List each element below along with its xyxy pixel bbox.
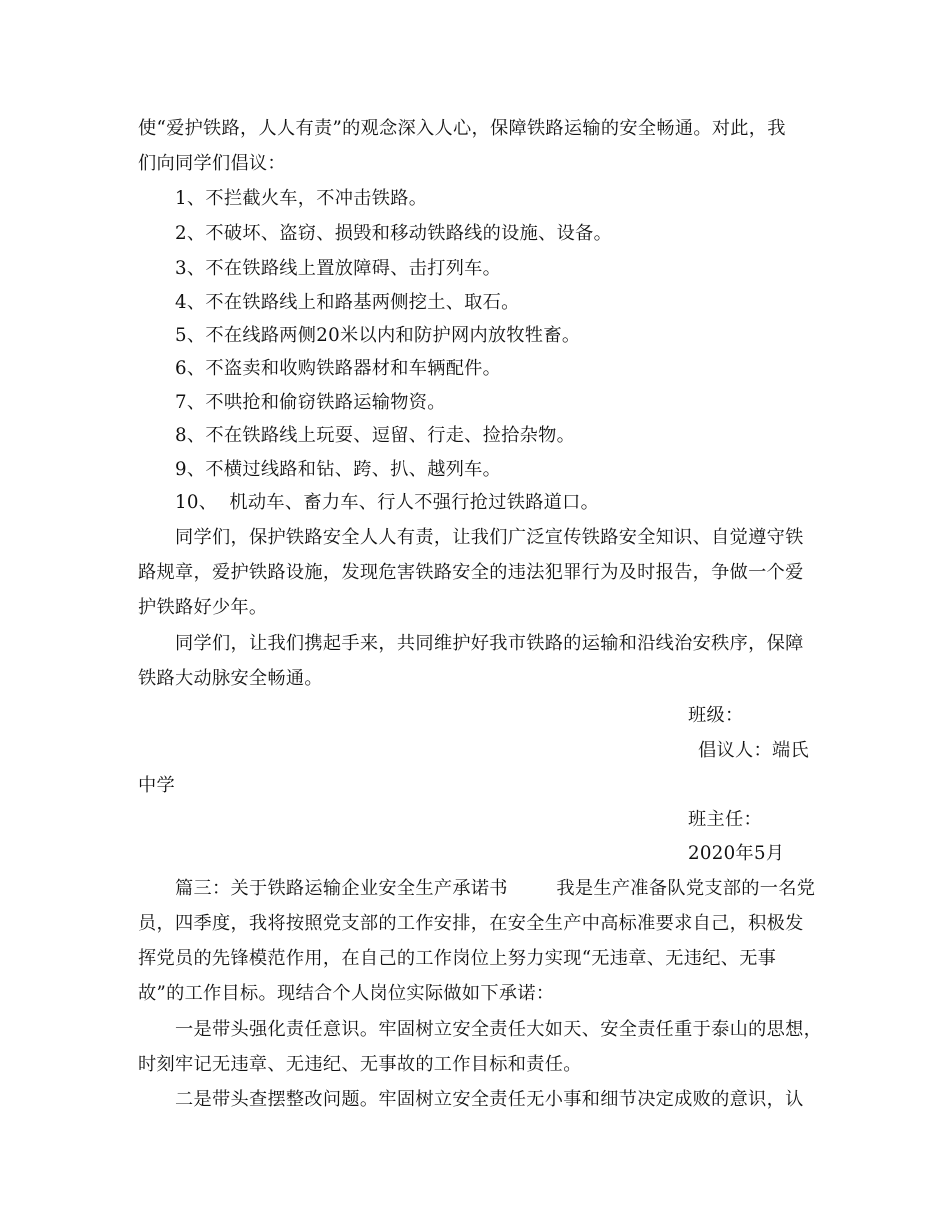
signature-class: 班级： — [688, 705, 744, 726]
list-item-4: 4、不在铁路线上和路基两侧挖土、取石。 — [175, 292, 520, 313]
commitment-1-line-1: 一是带头强化责任意识。牢固树立安全责任大如天、安全责任重于泰山的思想， — [175, 1019, 823, 1040]
list-item-3: 3、不在铁路线上置放障碍、击打列车。 — [175, 258, 502, 279]
section-three-line-3: 挥党员的先锋模范作用，在自己的工作岗位上努力实现“无违章、无违纪、无事 — [138, 948, 777, 969]
signature-date: 2020年5月 — [688, 843, 785, 864]
signature-initiator: 倡议人：端氏 — [698, 740, 809, 761]
list-item-1: 1、不拦截火车，不冲击铁路。 — [175, 188, 428, 209]
list-item-10: 10、 机动车、畜力车、行人不强行抢过铁路道口。 — [175, 492, 600, 513]
list-item-8: 8、不在铁路线上玩耍、逗留、行走、捡拾杂物。 — [175, 425, 576, 446]
list-item-6: 6、不盗卖和收购铁路器材和车辆配件。 — [175, 358, 502, 379]
list-item-9: 9、不横过线路和钻、跨、扒、越列车。 — [175, 459, 502, 480]
list-item-7: 7、不哄抢和偷窃铁路运输物资。 — [175, 392, 446, 413]
paragraph-closing-line-1: 同学们，让我们携起手来，共同维护好我市铁路的运输和沿线治安秩序，保障 — [175, 633, 804, 654]
section-three-line-2: 员，四季度，我将按照党支部的工作安排，在安全生产中高标准要求自己，积极发 — [138, 913, 804, 934]
section-three-line-4: 故”的工作目标。现结合个人岗位实际做如下承诺： — [138, 983, 555, 1004]
paragraph-appeal-line-3: 护铁路好少年。 — [138, 597, 268, 618]
commitment-1-line-2: 时刻牢记无违章、无违纪、无事故的工作目标和责任。 — [138, 1054, 582, 1075]
section-three-line-1: 篇三：关于铁路运输企业安全生产承诺书 我是生产准备队党支部的一名党 — [175, 878, 816, 899]
paragraph-intro-line-1: 使“爱护铁路，人人有责”的观念深入人心，保障铁路运输的安全畅通。对此，我 — [138, 118, 786, 139]
commitment-2-line-1: 二是带头查摆整改问题。牢固树立安全责任无小事和细节决定成败的意识，认 — [175, 1089, 804, 1110]
signature-head-teacher: 班主任： — [688, 809, 762, 830]
paragraph-appeal-line-2: 路规章，爱护铁路设施，发现危害铁路安全的违法犯罪行为及时报告，争做一个爱 — [138, 562, 804, 583]
paragraph-intro-line-2: 们向同学们倡议： — [138, 153, 286, 174]
list-item-5: 5、不在线路两侧20米以内和防护网内放牧牲畜。 — [175, 325, 581, 346]
paragraph-appeal-line-1: 同学们，保护铁路安全人人有责，让我们广泛宣传铁路安全知识、自觉遵守铁 — [175, 527, 804, 548]
list-item-2: 2、不破坏、盗窃、损毁和移动铁路线的设施、设备。 — [175, 223, 613, 244]
signature-school: 中学 — [138, 775, 175, 796]
paragraph-closing-line-2: 铁路大动脉安全畅通。 — [138, 668, 323, 689]
